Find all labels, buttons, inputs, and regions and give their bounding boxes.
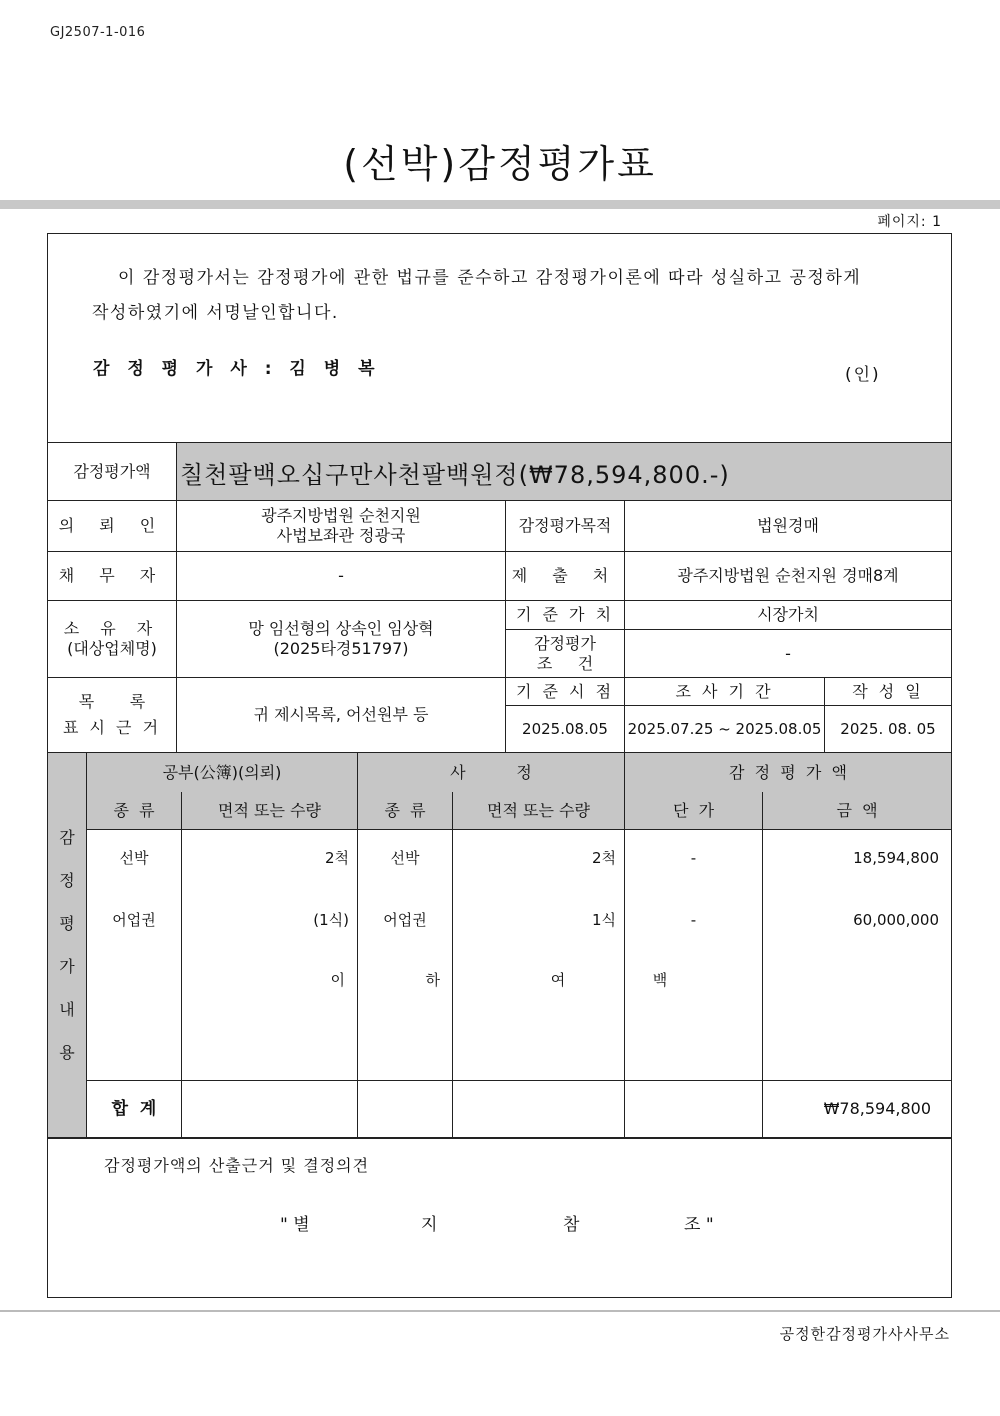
blank-mark: 여 [550,971,566,989]
document-code: GJ2507-1-016 [50,25,146,40]
total-value: ₩78,594,800 [823,1099,931,1118]
written-date-value: 2025. 08. 05 [840,720,936,738]
total-label: 합 계 [111,1099,157,1119]
owner-value [177,601,505,677]
col-kind2-header: 종 류 [384,801,426,820]
table-row-qty: (1식) [313,911,349,929]
grid-line [47,1137,952,1139]
side-char: 내 [59,1000,75,1019]
table-row-kind2: 어업권 [383,911,427,929]
owner-label-line-2: (대상업체명) [67,639,157,658]
blank-mark: 백 [652,971,668,989]
declaration-line-1: 이 감정평가서는 감정평가에 관한 법규를 준수하고 감정평가이론에 따라 성실하고 공정하게 [118,268,862,288]
table-row-amount: 18,594,800 [853,849,939,867]
submit-value: 광주지방법원 순천지원 경매8계 [677,566,899,585]
grid-line [452,792,453,1137]
table-row-kind2: 선박 [390,849,420,867]
side-char: 정 [59,871,75,890]
side-char: 평 [59,914,75,933]
owner-label [48,601,176,677]
table-row-unit: - [690,849,697,867]
submit-label: 제 출 처 [511,566,619,585]
purpose-value: 법원경매 [757,516,819,535]
declaration-line-2: 작성하였기에 서명날인합니다. [92,303,339,323]
col-amount-header: 금 액 [836,801,878,820]
opinion-ref-4: 조 " [684,1215,714,1235]
page-number: 페이지: 1 [877,214,942,230]
appraisal-amount: 칠천팔백오십구만사천팔백원정(₩78,594,800.-) [180,460,730,489]
table-row-unit: - [690,911,697,929]
survey-group-header: 사 정 [450,762,532,782]
client-line-1: 광주지방법원 순천지원 [261,506,421,525]
value-group-header: 감 정 평 가 액 [729,762,847,782]
grid-line [181,792,182,1137]
written-date-label: 작 성 일 [852,681,924,701]
table-row-amount: 60,000,000 [853,911,939,929]
base-value-label: 기 준 가 치 [515,605,615,624]
table-row-qty: 2척 [324,849,349,867]
conditions-value: - [785,643,791,663]
side-char: 가 [59,957,75,976]
listing-value: 귀 제시목록, 어선원부 등 [253,705,429,724]
side-char: 감 [59,828,75,847]
col-area2-header: 면적 또는 수량 [487,801,590,820]
footer-divider [0,1310,1000,1312]
opinion-ref-3: 참 [563,1215,580,1235]
owner-line-2: (2025타경51797) [273,639,409,658]
conditions-label [506,630,624,677]
owner-line-1: 망 임선형의 상속인 임상혁 [248,619,434,638]
opinion-ref-1: " 별 [280,1215,310,1235]
base-value: 시장가치 [757,605,819,624]
col-area-header: 면적 또는 수량 [218,801,321,820]
table-row-kind: 선박 [119,849,149,867]
base-date-label: 기 준 시 점 [515,681,615,701]
blank-mark: 하 [425,971,440,989]
table-row-qty2: 2척 [591,849,616,867]
seal-mark: (인) [845,365,881,385]
conditions-label-line-1: 감정평가 [534,633,596,653]
listing-label-line-2: 표 시 근 거 [62,718,162,737]
client-line-2: 사법보좌관 정광국 [276,526,406,545]
contents-side-label [48,753,86,1137]
listing-label-line-1: 목 록 [78,692,146,711]
client-value [177,501,505,551]
owner-label-line-1: 소 유 자 [63,619,161,638]
survey-period-label: 조 사 기 간 [675,681,774,701]
debtor-value: - [338,566,344,585]
title-divider [0,200,1000,209]
table-row-qty2: 1식 [591,911,616,929]
grid-line [86,829,952,830]
conditions-label-line-2: 조 건 [536,653,594,673]
col-kind-header: 종 류 [113,801,155,820]
opinion-label: 감정평가액의 산출근거 및 결정의견 [104,1156,370,1175]
debtor-label: 채 무 자 [58,566,166,585]
col-unit-header: 단 가 [672,801,715,820]
blank-mark: 이 [330,971,345,989]
side-char: 용 [59,1043,75,1062]
purpose-label: 감정평가목적 [518,516,612,535]
amount-label: 감정평가액 [73,461,151,481]
office-name: 공정한감정평가사사무소 [779,1325,950,1343]
base-date-value: 2025.08.05 [522,720,608,738]
table-row-kind: 어업권 [112,911,156,929]
page-title: (선박)감정평가표 [343,142,657,186]
listing-label [48,678,176,752]
appraiser-name: 감 정 평 가 사 : 김 병 복 [93,359,381,379]
client-label: 의 뢰 인 [58,516,166,535]
registry-group-header: 공부(公簿)(의뢰) [162,762,282,782]
opinion-ref-2: 지 [421,1215,438,1235]
survey-period-value: 2025.07.25 ~ 2025.08.05 [627,720,822,738]
